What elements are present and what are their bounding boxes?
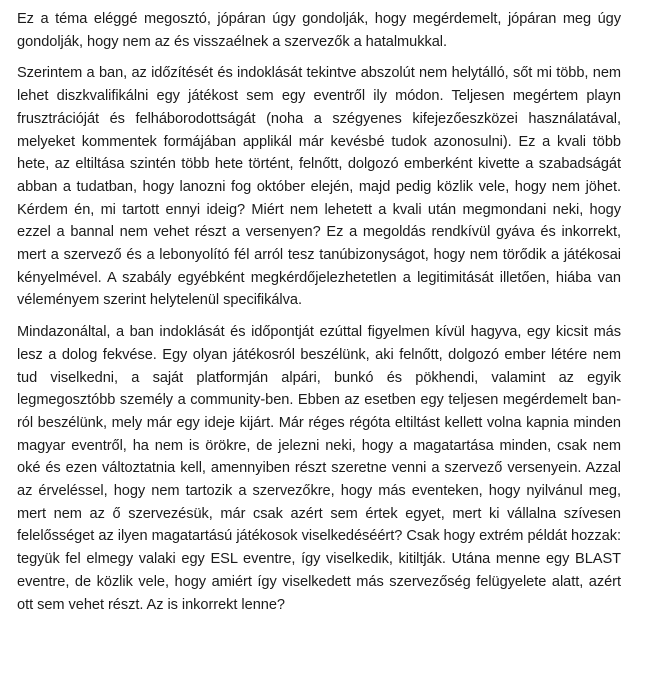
paragraph-opinion: Szerintem a ban, az időzítését és indoklását tekintve abszolút nem helytálló, sőt mi több, nem lehet diszkvalifikálni egy játékost sem egy eventről ily módon. Teljesen megértem playn frusztrációját és felháborodottságát (noha a szégyenes kifejezőeszközei használatával, melyeket kommentek formájában applikál már kevésbé tudok azonosulni). Ez a kvali több hete, az eltiltása szintén több hete történt, felnőtt, dolgozó emberként kivette a szabadságát abban a tudatban, hogy lanozni fog október elején, majd pedig közlik vele, hogy nem jöhet. Kérdem én, mi tartott ennyi ideig? Miért nem lehetett a kvali után megmondani neki, hogy ezzel a bannal nem vehet részt a versenyen? Ez a megoldás rendkívül gyáva és inkorrekt, mert a szervező és a lebonyolító fél arról tesz tanúbizonyságot, hogy nem törődik a játékosai kényelmével. A szabály egyébként megkérdőjelezhetetlen a legitimitását illetően, hiába van véleményem szerint helytelenül specifikálva. (17, 65, 621, 309)
paragraph-intro: Ez a téma eléggé megosztó, jópáran úgy gondolják, hogy megérdemelt, jópáran meg úgy gondolják, hogy nem az és visszaélnek a szervezők a hatalmukkal. (17, 11, 621, 50)
paragraph-counterpoint: Mindazonáltal, a ban indoklását és időpontját ezúttal figyelmen kívül hagyva, egy kicsit más lesz a dolog fekvése. Egy olyan játékosról beszélünk, aki felnőtt, dolgozó ember létére nem tud viselkedni, a saját platformján alpári, bunkó és pökhendi, valamint az egyik legmegosztóbb személy a community-ben. Ebben az esetben egy teljesen megérdemelt ban-ról beszélünk, mely már egy ideje kijárt. Már réges régóta eltiltást kellett volna kapnia minden magyar eventről, ha nem is örökre, de jelezni neki, hogy a magatartása minden, csak nem oké és ezen változtatnia kell, amennyiben részt szeretne venni a szervező versenyein. Azzal az érveléssel, hogy nem tartozik a szervezőkre, hogy más eventeken, hogy nyilvánul meg, mert nem az ő szervezésük, már csak azért sem értek egyet, mert ki vállalna szívesen felelősséget az ilyen magatartású játékosok viselkedéséért? Csak hogy extrém példát hozzak: tegyük fel elmegy valaki egy ESL eventre, így viselkedik, kitiltják. Utána menne egy BLAST eventre, de közlik vele, hogy amiért így viselkedett más szervezőség felügyelete alatt, azért ott sem vehet részt. Az is inkorrekt lenne? (17, 324, 621, 613)
